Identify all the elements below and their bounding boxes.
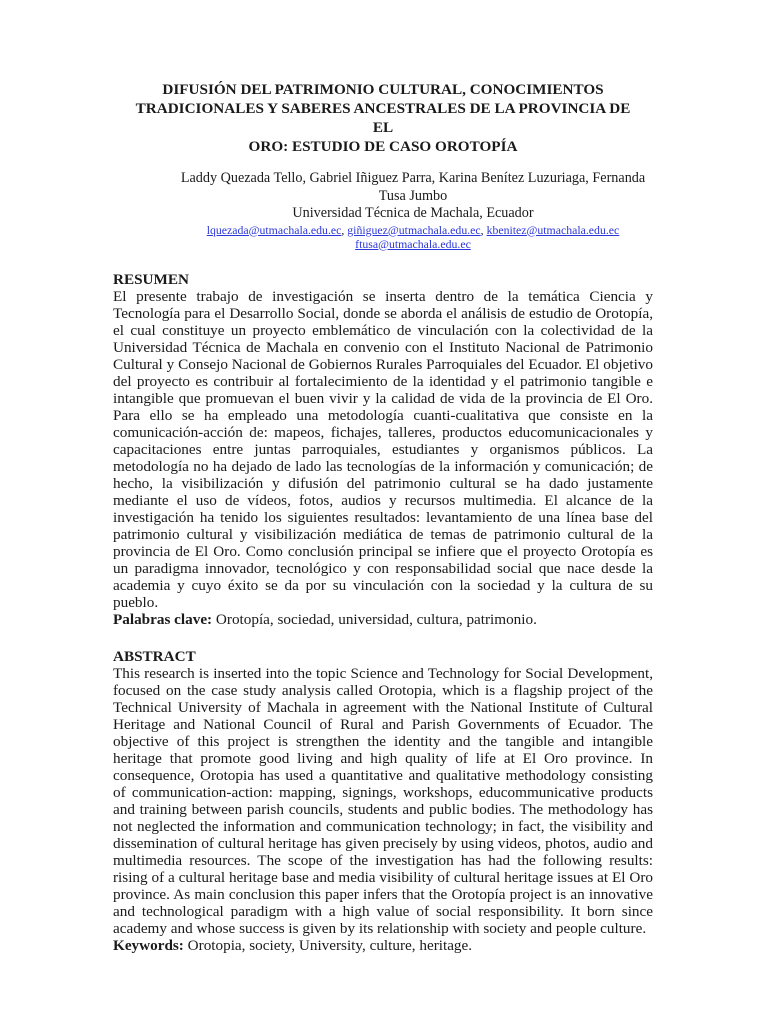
title-line-2: TRADICIONALES Y SABERES ANCESTRALES DE LA PROVINCIA DE EL: [135, 100, 631, 136]
email-link-benitez[interactable]: kbenitez@utmachala.edu.ec: [486, 222, 620, 237]
abstract-keywords-text: Orotopia, society, University, culture, heritage.: [183, 936, 473, 954]
abstract-heading: ABSTRACT: [113, 647, 196, 665]
title-line-1: DIFUSIÓN DEL PATRIMONIO CULTURAL, CONOCIMIENTOS: [162, 81, 604, 98]
abstract-keywords: [113, 937, 653, 954]
abstract-body: This research is inserted into the topic Science and Technology for Social Development, focused on the case study analysis called Orotopia, which is a flagship project of the Technical University of Machala in agreement with the National Institute of Cultural Heritage and National Council of Rural and Parish Governments of Ecuador. The objective of this project is strengthen the identity and the tangible and intangible heritage that promote good living and high quality of life at El Oro province. In consequence, Orotopia has used a quantitative and qualitative methodology consisting of communication-action: mapping, signings, workshops, educommunicative products and training between parish councils, students and public bodies. The methodology has not neglected the information and communication technology; in fact, the visibility and dissemination of cultural heritage has given precisely by using videos, photos, audio and multimedia resources. The scope of the investigation has had the following results: rising of a cultural heritage base and media visibility of cultural heritage issues at El Oro province. As main conclusion this paper infers that the Orotopía project is an innovative and technological paradigm with a high value of social responsibility. It born since academy and whose success is given by its relationship with society and people culture.: [113, 664, 653, 937]
email-separator: ,: [341, 222, 348, 237]
affiliation: Universidad Técnica de Machala, Ecuador: [292, 205, 534, 221]
title-line-3: ORO: ESTUDIO DE CASO OROTOPÍA: [248, 138, 518, 155]
resumen-heading: RESUMEN: [113, 270, 189, 288]
author-names: Laddy Quezada Tello, Gabriel Iñiguez Parra, Karina Benítez Luzuriaga, Fernanda Tusa Jumbo: [180, 170, 646, 204]
resumen-keywords-label: Palabras clave:: [113, 610, 213, 628]
email-link-tusa[interactable]: ftusa@utmachala.edu.ec: [355, 236, 471, 251]
email-list: [113, 223, 653, 251]
paper-title: [113, 80, 653, 156]
resumen-keywords: [113, 611, 653, 628]
resumen-body: El presente trabajo de investigación se inserta dentro de la temática Ciencia y Tecnología para el Desarrollo Social, donde se aborda el análisis de estudio de Orotopía, el cual constituye un proyecto emblemático de vinculación con la colectividad de la Universidad Técnica de Machala en convenio con el Instituto Nacional de Patrimonio Cultural y Consejo Nacional de Gobiernos Rurales Parroquiales del Ecuador. El objetivo del proyecto es contribuir al fortalecimiento de la identidad y el patrimonio tangible e intangible que promuevan el buen vivir y la calidad de vida de la provincia de El Oro. Para ello se ha empleado una metodología cuanti-cualitativa que consiste en la comunicación-acción de: mapeos, fichajes, talleres, productos educomunicacionales y capacitaciones entre juntas parroquiales, estudiantes y organismos públicos. La metodología no ha dejado de lado las tecnologías de la información y comunicación; de hecho, la visibilización y difusión del patrimonio cultural se ha dado justamente mediante el uso de vídeos, fotos, audios y recursos multimedia. El alcance de la investigación ha tenido los siguientes resultados: levantamiento de una línea base del patrimonio cultural y visibilización mediática de temas de patrimonio cultural de la provincia de El Oro. Como conclusión principal se infiere que el proyecto Orotopía es un paradigma innovador, tecnológico y con responsabilidad social que nace desde la academia y cuyo éxito se da por su vinculación con la sociedad y la cultura de su pueblo.: [113, 287, 653, 611]
author-block: [113, 170, 653, 223]
email-link-quezada[interactable]: lquezada@utmachala.edu.ec: [206, 222, 342, 237]
email-separator: ,: [480, 222, 487, 237]
email-link-iniguez[interactable]: giñiguez@utmachala.edu.ec: [347, 222, 481, 237]
abstract-keywords-label: Keywords:: [113, 936, 184, 954]
resumen-keywords-text: Orotopía, sociedad, universidad, cultura, patrimonio.: [212, 610, 537, 628]
